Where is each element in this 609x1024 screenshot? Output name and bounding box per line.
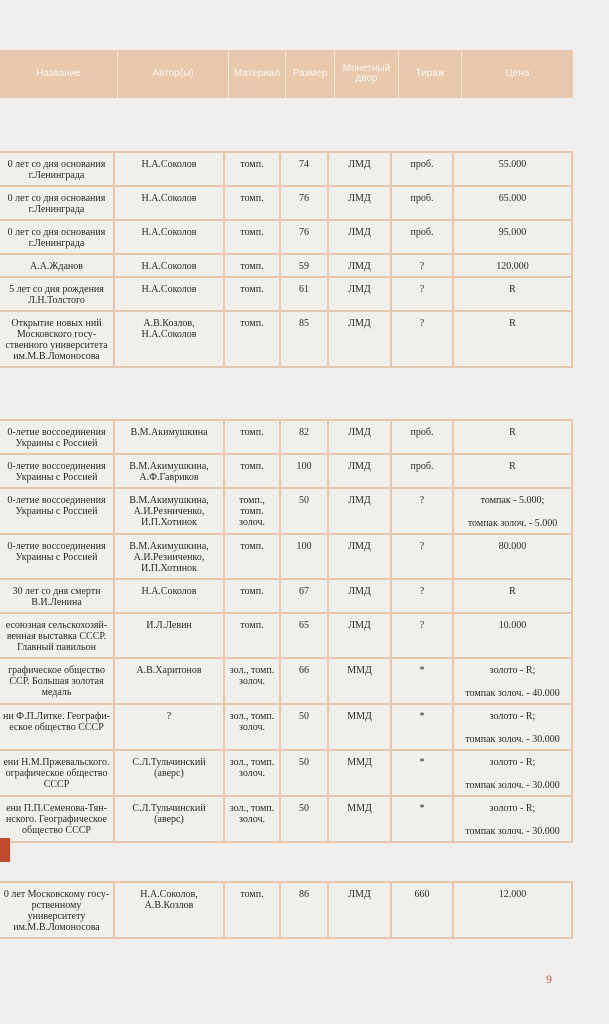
name-cell-text: 30 лет со дня смерти В.И.Ленина (12, 586, 101, 608)
author-cell-text: А.В.Козлов, Н.А.Соколов (141, 318, 197, 340)
tirage-cell (392, 535, 454, 578)
mint-cell-text: ЛМД (348, 461, 371, 472)
price-cell-text: R (509, 318, 516, 329)
mint-cell-text: ЛМД (348, 495, 371, 506)
name-cell (0, 797, 115, 841)
tirage-cell-text: проб. (410, 461, 434, 472)
tirage-cell-text: ? (419, 541, 425, 552)
mint-cell-text: ЛМД (348, 284, 371, 295)
mint-cell (329, 751, 392, 795)
tirage-cell (392, 580, 454, 612)
author-cell (115, 153, 225, 185)
price-secondary-text: томпак золоч. - 5.000 (467, 518, 558, 529)
table-section-2 (0, 419, 573, 843)
mint-cell (329, 705, 392, 749)
material-cell (225, 153, 281, 185)
name-cell (0, 255, 115, 276)
material-cell (225, 659, 281, 703)
author-cell (115, 255, 225, 276)
price-cell (454, 797, 571, 841)
table-row (0, 187, 571, 219)
name-cell-text: 0-летие воссоединения Украины с Россией (7, 541, 106, 563)
mint-cell (329, 659, 392, 703)
tirage-cell (392, 883, 454, 937)
name-cell (0, 580, 115, 612)
material-cell (225, 797, 281, 841)
size-cell (281, 535, 329, 578)
name-cell (0, 153, 115, 185)
price-cell-text: 120.000 (496, 261, 529, 272)
author-cell (115, 883, 225, 937)
size-cell (281, 153, 329, 185)
tirage-cell (392, 153, 454, 185)
price-secondary-text: томпак золоч. - 30.000 (465, 826, 560, 837)
author-cell-text: Н.А.Соколов (141, 284, 197, 295)
size-cell-text: 76 (299, 193, 309, 204)
material-cell-text: томп. (240, 227, 264, 238)
tirage-cell-text: ? (419, 495, 425, 506)
price-cell-text: томпак - 5.000; (480, 495, 545, 506)
tirage-cell-text: проб. (410, 427, 434, 438)
mint-cell-text: ММД (347, 665, 372, 676)
material-cell (225, 883, 281, 937)
table-row (0, 421, 571, 453)
name-cell (0, 751, 115, 795)
author-cell (115, 187, 225, 219)
name-cell-text: 0 лет со дня основания г.Ленинграда (7, 159, 106, 181)
price-cell-text: 10.000 (498, 620, 527, 631)
mint-cell-text: ММД (347, 711, 372, 722)
table-header (0, 50, 573, 98)
author-cell-text: В.М.Акимушкина, А.И.Резниченко, И.П.Хотинок (129, 495, 209, 528)
tirage-cell-text: ? (419, 620, 425, 631)
material-cell-text: зол., томп. золоч. (229, 803, 275, 825)
author-cell-text: Н.А.Соколов, А.В.Козлов (140, 889, 198, 911)
size-cell (281, 455, 329, 487)
author-cell (115, 797, 225, 841)
name-cell-text: 0-летие воссоединения Украины с Россией (7, 427, 106, 449)
tirage-cell-text: ? (419, 284, 425, 295)
mint-cell-text: ЛМД (348, 261, 371, 272)
price-cell (454, 659, 571, 703)
name-cell-text: 0 лет со дня основания г.Ленинграда (7, 227, 106, 249)
tirage-cell-text: * (419, 665, 425, 676)
table-row (0, 751, 571, 795)
size-cell (281, 278, 329, 310)
tirage-cell-text: проб. (410, 227, 434, 238)
header-author: Автор(ы) (118, 50, 229, 98)
name-cell (0, 883, 115, 937)
table-section-1 (0, 151, 573, 368)
price-cell-text: R (509, 461, 516, 472)
tirage-cell (392, 255, 454, 276)
material-cell (225, 455, 281, 487)
size-cell (281, 312, 329, 366)
material-cell-text: томп. (240, 159, 264, 170)
author-cell (115, 278, 225, 310)
size-cell-text: 76 (299, 227, 309, 238)
size-cell (281, 580, 329, 612)
mint-cell (329, 187, 392, 219)
name-cell (0, 535, 115, 578)
table-row (0, 312, 571, 366)
author-cell (115, 535, 225, 578)
author-cell (115, 421, 225, 453)
name-cell-text: 0 лет Московскому госу-рственному университету им.М.В.Ломоносова (3, 889, 110, 933)
table-row (0, 659, 571, 703)
tirage-cell (392, 421, 454, 453)
material-cell-text: зол., томп. золоч. (229, 711, 275, 733)
price-cell (454, 580, 571, 612)
material-cell-text: томп. (240, 261, 264, 272)
name-cell-text: Открытие новых ний Московского госу-ственного университета им.М.В.Ломоносова (5, 318, 108, 362)
author-cell-text: Н.А.Соколов (141, 159, 197, 170)
size-cell (281, 751, 329, 795)
price-cell (454, 883, 571, 937)
material-cell-text: томп. (240, 620, 264, 631)
price-cell (454, 535, 571, 578)
table-row (0, 153, 571, 185)
tirage-cell (392, 278, 454, 310)
material-cell-text: томп. (240, 284, 264, 295)
material-cell (225, 535, 281, 578)
name-cell-text: графическое общество ССР. Большая золотая медаль (8, 665, 105, 698)
table-row (0, 489, 571, 533)
mint-cell (329, 535, 392, 578)
tirage-cell (392, 705, 454, 749)
name-cell (0, 312, 115, 366)
size-cell (281, 255, 329, 276)
size-cell-text: 50 (299, 711, 309, 722)
author-cell-text: В.М.Акимушкина, А.Ф.Гавриков (129, 461, 209, 483)
material-cell (225, 187, 281, 219)
author-cell-text: Н.А.Соколов (141, 227, 197, 238)
name-cell-text: ени Н.М.Пржевальского. ографическое общество СССР (3, 757, 110, 790)
tirage-cell-text: проб. (410, 193, 434, 204)
material-cell-text: томп. (240, 193, 264, 204)
price-cell (454, 705, 571, 749)
name-cell-text: 0 лет со дня основания г.Ленинграда (7, 193, 106, 215)
size-cell (281, 421, 329, 453)
material-cell (225, 278, 281, 310)
name-cell (0, 705, 115, 749)
material-cell-text: томп., томп. золоч. (238, 495, 266, 528)
size-cell (281, 489, 329, 533)
material-cell-text: томп. (240, 461, 264, 472)
header-mint: Монетный двор (335, 50, 399, 98)
mint-cell-text: ЛМД (348, 318, 371, 329)
tirage-cell (392, 614, 454, 657)
tirage-cell-text: ? (419, 318, 425, 329)
price-cell (454, 751, 571, 795)
price-cell (454, 421, 571, 453)
name-cell (0, 421, 115, 453)
mint-cell (329, 580, 392, 612)
material-cell (225, 221, 281, 253)
tirage-cell (392, 455, 454, 487)
material-cell (225, 421, 281, 453)
tirage-cell-text: * (419, 803, 425, 814)
author-cell-text: И.Л.Левин (146, 620, 192, 631)
size-cell-text: 86 (299, 889, 309, 900)
mint-cell-text: ЛМД (348, 541, 371, 552)
material-cell-text: томп. (240, 586, 264, 597)
section-marker (0, 838, 10, 862)
size-cell-text: 50 (299, 803, 309, 814)
author-cell (115, 312, 225, 366)
mint-cell (329, 312, 392, 366)
size-cell-text: 74 (299, 159, 309, 170)
author-cell (115, 455, 225, 487)
mint-cell (329, 455, 392, 487)
tirage-cell-text: * (419, 757, 425, 768)
price-secondary-text: томпак золоч. - 30.000 (465, 780, 560, 791)
size-cell-text: 65 (299, 620, 309, 631)
price-cell-text: R (509, 284, 516, 295)
material-cell (225, 312, 281, 366)
price-cell-text: 80.000 (498, 541, 527, 552)
mint-cell (329, 421, 392, 453)
size-cell-text: 50 (299, 757, 309, 768)
price-cell (454, 614, 571, 657)
author-cell (115, 221, 225, 253)
price-cell-text: 65.000 (498, 193, 527, 204)
size-cell-text: 59 (299, 261, 309, 272)
tirage-cell (392, 221, 454, 253)
price-cell (454, 312, 571, 366)
author-cell (115, 705, 225, 749)
tirage-cell-text: * (419, 711, 425, 722)
mint-cell-text: ЛМД (348, 427, 371, 438)
table-row (0, 883, 571, 937)
price-cell (454, 221, 571, 253)
price-cell (454, 489, 571, 533)
name-cell (0, 221, 115, 253)
author-cell-text: С.Л.Тульчинский (аверс) (132, 803, 206, 825)
mint-cell (329, 221, 392, 253)
mint-cell (329, 883, 392, 937)
name-cell-text: 0-летие воссоединения Украины с Россией (7, 495, 106, 517)
price-cell (454, 153, 571, 185)
name-cell-text: ни Ф.П.Литке. Географи-еское общество СССР (2, 711, 111, 733)
tirage-cell-text: проб. (410, 159, 434, 170)
table-row (0, 535, 571, 578)
name-cell (0, 659, 115, 703)
price-cell-text: золото - R; (489, 711, 536, 722)
size-cell-text: 82 (299, 427, 309, 438)
size-cell-text: 66 (299, 665, 309, 676)
mint-cell-text: ЛМД (348, 586, 371, 597)
table-row (0, 455, 571, 487)
price-cell (454, 278, 571, 310)
mint-cell (329, 614, 392, 657)
author-cell (115, 614, 225, 657)
table-row (0, 705, 571, 749)
header-tirage: Тираж (399, 50, 462, 98)
tirage-cell (392, 489, 454, 533)
author-cell (115, 659, 225, 703)
material-cell-text: томп. (240, 541, 264, 552)
name-cell (0, 489, 115, 533)
mint-cell-text: ЛМД (348, 227, 371, 238)
mint-cell (329, 278, 392, 310)
price-cell-text: R (509, 586, 516, 597)
page-number: 9 (546, 972, 552, 986)
size-cell (281, 883, 329, 937)
price-cell-text: 95.000 (498, 227, 527, 238)
price-secondary-text: томпак золоч. - 40.000 (465, 688, 560, 699)
name-cell (0, 187, 115, 219)
table-row (0, 580, 571, 612)
size-cell (281, 614, 329, 657)
price-cell-text: 12.000 (498, 889, 527, 900)
material-cell (225, 580, 281, 612)
header-size: Размер (286, 50, 335, 98)
size-cell (281, 221, 329, 253)
size-cell-text: 61 (299, 284, 309, 295)
author-cell-text: А.В.Харитонов (136, 665, 202, 676)
material-cell (225, 489, 281, 533)
tirage-cell (392, 659, 454, 703)
size-cell (281, 797, 329, 841)
table-row (0, 614, 571, 657)
mint-cell-text: ММД (347, 803, 372, 814)
material-cell (225, 614, 281, 657)
author-cell-text: В.М.Акимушкина (130, 427, 208, 438)
material-cell (225, 255, 281, 276)
size-cell-text: 50 (299, 495, 309, 506)
mint-cell (329, 489, 392, 533)
size-cell-text: 85 (299, 318, 309, 329)
mint-cell-text: ЛМД (348, 620, 371, 631)
material-cell-text: томп. (240, 427, 264, 438)
material-cell-text: томп. (240, 318, 264, 329)
table-section-3 (0, 881, 573, 939)
price-cell-text: золото - R; (489, 665, 536, 676)
size-cell-text: 100 (296, 461, 312, 472)
table-row (0, 255, 571, 276)
table-row (0, 221, 571, 253)
price-cell-text: золото - R; (489, 757, 536, 768)
price-secondary-text: томпак золоч. - 30.000 (465, 734, 560, 745)
mint-cell-text: ЛМД (348, 159, 371, 170)
name-cell (0, 614, 115, 657)
tirage-cell (392, 751, 454, 795)
mint-cell (329, 153, 392, 185)
tirage-cell-text: 660 (414, 889, 430, 900)
mint-cell-text: ЛМД (348, 193, 371, 204)
table-row (0, 797, 571, 841)
mint-cell-text: ММД (347, 757, 372, 768)
size-cell (281, 187, 329, 219)
author-cell-text: Н.А.Соколов (141, 586, 197, 597)
name-cell (0, 455, 115, 487)
size-cell (281, 705, 329, 749)
tirage-cell (392, 187, 454, 219)
tirage-cell-text: ? (419, 586, 425, 597)
header-name: Название (0, 50, 118, 98)
price-cell (454, 255, 571, 276)
table-row (0, 278, 571, 310)
author-cell-text: Н.А.Соколов (141, 261, 197, 272)
size-cell-text: 100 (296, 541, 312, 552)
header-price: Цена (505, 68, 530, 79)
price-cell (454, 455, 571, 487)
name-cell-text: 0-летие воссоединения Украины с Россией (7, 461, 106, 483)
author-cell (115, 580, 225, 612)
name-cell-text: А.А.Жданов (29, 261, 83, 272)
header-material: Материал (229, 50, 286, 98)
name-cell-text: 5 лет со дня рождения Л.Н.Толстого (9, 284, 104, 306)
tirage-cell-text: ? (419, 261, 425, 272)
author-cell-text: С.Л.Тульчинский (аверс) (132, 757, 206, 779)
author-cell (115, 489, 225, 533)
material-cell-text: зол., томп. золоч. (229, 665, 275, 687)
size-cell-text: 67 (299, 586, 309, 597)
price-cell-text: R (509, 427, 516, 438)
material-cell-text: томп. (240, 889, 264, 900)
tirage-cell (392, 797, 454, 841)
mint-cell (329, 797, 392, 841)
mint-cell-text: ЛМД (348, 889, 371, 900)
material-cell (225, 751, 281, 795)
price-cell-text: 55.000 (498, 159, 527, 170)
price-cell-text: золото - R; (489, 803, 536, 814)
author-cell-text: Н.А.Соколов (141, 193, 197, 204)
price-cell (454, 187, 571, 219)
author-cell (115, 751, 225, 795)
name-cell-text: ени П.П.Семенова-Тян-нского. Географическое общество СССР (6, 803, 107, 836)
author-cell-text: ? (166, 711, 172, 722)
mint-cell (329, 255, 392, 276)
name-cell-text: есоюзная сельскохозяй-венная выставка СССР. Главный павильон (5, 620, 108, 653)
size-cell (281, 659, 329, 703)
tirage-cell (392, 312, 454, 366)
material-cell (225, 705, 281, 749)
author-cell-text: В.М.Акимушкина, А.И.Резниченко, И.П.Хотинок (129, 541, 209, 574)
name-cell (0, 278, 115, 310)
material-cell-text: зол., томп. золоч. (229, 757, 275, 779)
